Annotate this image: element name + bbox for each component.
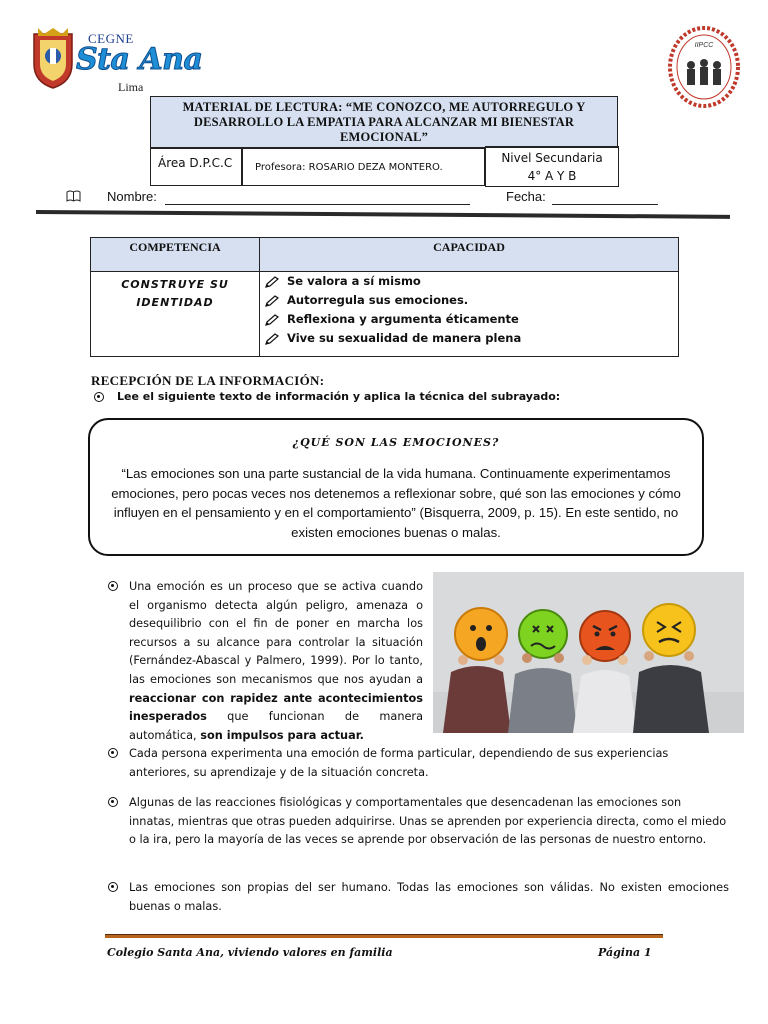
paragraph-definition [129,578,423,745]
paragraph-validity: Las emociones son propias del ser humano. Todas las emociones son válidas. No existen emociones buenas o malas. [129,881,729,913]
competency-header: COMPETENCIA [91,238,260,272]
footer-school-motto: Colegio Santa Ana, viviendo valores en familia [107,946,393,959]
capacity-item [263,272,521,291]
iipcc-seal-logo [667,25,741,109]
paragraph-emphasis: reaccionar con rapidez ante acontecimientos inesperados [129,691,423,724]
capacity-list [263,272,521,348]
emotions-quote: “Las emociones son una parte sustancial de la vida humana. Continuamente experimentamos emociones, pero pocas veces nos detenemos a reflexionar sobre, qué son las emociones y cómo influyen en el pensamiento y en el comportamiento” (Bisquerra, 2009, p. 15). En este sentido, no existen emociones buenas o malas. [111,466,681,540]
bullet-icon [108,748,118,758]
footer-rule [105,934,663,938]
brand-city: Lima [118,80,144,94]
date-field[interactable] [552,204,658,205]
grade-label: 4° A Y B [527,169,577,183]
school-crest-logo [30,26,76,90]
competency-table [90,237,679,357]
book-icon [66,190,81,202]
name-label: Nombre: [107,189,157,204]
emotion-faces-photo [433,572,744,733]
bullet-icon [108,882,118,892]
paragraph-text: que funcionan de manera automática, [129,710,423,742]
competency-value: CONSTRUYE SU IDENTIDAD [91,272,260,356]
paragraph-emphasis: son impulsos para actuar. [200,728,364,742]
capacity-text: Se valora a sí mismo [287,274,421,288]
document-title: MATERIAL DE LECTURA: “ME CONOZCO, ME AUTORREGULO Y DESARROLLO LA EMPATIA PARA ALCANZAR MI BIENESTAR EMOCIONAL” [150,96,618,148]
bullet-icon [108,581,118,591]
pencil-icon [265,276,279,288]
emotions-title: ¿QUÉ SON LAS EMOCIONES? [292,436,500,449]
page-number: Página 1 [598,946,652,959]
area-cell: Área D.P.C.C [150,148,242,186]
date-label: Fecha: [506,189,546,204]
name-field[interactable] [165,204,470,205]
header-divider [36,210,730,219]
instruction-text: Lee el siguiente texto de información y aplica la técnica del subrayado: [117,390,561,403]
capacity-item [263,291,521,310]
bullet-icon [108,797,118,807]
level-label: Nivel Secundaria [501,151,603,165]
capacity-text: Autorregula sus emociones. [287,293,469,307]
capacity-text: Vive su sexualidad de manera plena [287,331,522,345]
capacity-text: Reflexiona y argumenta éticamente [287,312,519,326]
capacity-item [263,310,521,329]
section-title: RECEPCIÓN DE LA INFORMACIÓN: [91,373,325,388]
pencil-icon [265,295,279,307]
brand-cegne: CEGNE [88,31,134,46]
pencil-icon [265,314,279,326]
level-cell [485,146,619,187]
teacher-cell: Profesora: ROSARIO DEZA MONTERO. [242,148,485,186]
bullet-icon [94,392,104,402]
pencil-icon [265,333,279,345]
capacity-header: CAPACIDAD [260,238,678,272]
paragraph-experience: Cada persona experimenta una emoción de forma particular, dependiendo de sus experiencias anteriores, su aprendizaje y de la situación concreta. [129,747,669,779]
capacity-item [263,329,521,348]
paragraph-reactions: Algunas de las reacciones fisiológicas y comportamentales que desencadenan las emociones son innatas, mientras que otras pueden adquirirse. Unas se aprenden por experiencia directa, como el miedo o la ira, pero la mayoría de las veces se aprende por observación de las personas de nuestro entorno. [129,796,727,847]
seal-text: IIPCC [694,42,714,49]
paragraph-text: Una emoción es un proceso que se activa cuando el organismo detecta algún peligro, amenaza o desequilibrio con el fin de poner en marcha los recursos a su alcance para controlar la situación (Fernández-Abascal y Palmero, 1999). Por lo tanto, las emociones son mecanismos que nos ayudan a [129,580,423,686]
brand-name: Sta Ana [76,42,203,77]
